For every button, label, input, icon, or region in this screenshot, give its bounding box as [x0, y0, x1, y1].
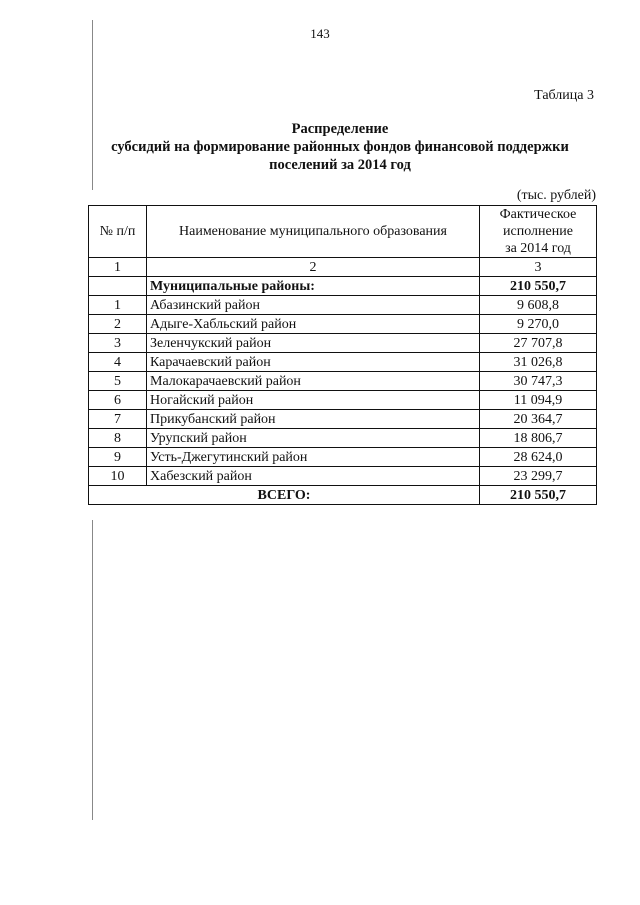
table-row — [89, 372, 597, 391]
row-value: 20 364,7 — [480, 410, 597, 429]
row-num: 6 — [89, 391, 147, 410]
column-index: 2 — [147, 258, 480, 277]
title-line-1: Распределение — [291, 121, 389, 137]
scan-edge-mark — [92, 520, 93, 820]
header-value-line-2: исполнение — [503, 224, 573, 239]
row-num: 10 — [89, 467, 147, 486]
total-label: ВСЕГО: — [89, 486, 480, 505]
header-num: № п/п — [89, 206, 147, 258]
row-value: 18 806,7 — [480, 429, 597, 448]
page-number: 143 — [310, 26, 330, 41]
table-row — [89, 353, 597, 372]
row-num: 5 — [89, 372, 147, 391]
row-name: Хабезский район — [147, 467, 480, 486]
column-index-row — [89, 258, 597, 277]
row-value: 9 270,0 — [480, 315, 597, 334]
table-header-row — [89, 206, 597, 258]
title-line-3: поселений за 2014 год — [269, 157, 411, 173]
row-name: Карачаевский район — [147, 353, 480, 372]
total-value: 210 550,7 — [480, 486, 597, 505]
row-value: 27 707,8 — [480, 334, 597, 353]
column-index: 1 — [89, 258, 147, 277]
row-name: Урупский район — [147, 429, 480, 448]
table-label: Таблица 3 — [534, 88, 594, 103]
table-row — [89, 296, 597, 315]
table-row — [89, 410, 597, 429]
row-name: Ногайский район — [147, 391, 480, 410]
row-value: 31 026,8 — [480, 353, 597, 372]
document-title — [60, 120, 620, 174]
table-row — [89, 429, 597, 448]
row-num: 4 — [89, 353, 147, 372]
table-row — [89, 334, 597, 353]
row-num: 3 — [89, 334, 147, 353]
row-value: 9 608,8 — [480, 296, 597, 315]
header-value-line-3: за 2014 год — [505, 241, 571, 256]
table-row — [89, 448, 597, 467]
section-label: Муниципальные районы: — [147, 277, 480, 296]
units-note: (тыс. рублей) — [516, 188, 596, 203]
header-value-line-1: Фактическое — [499, 207, 577, 222]
row-name: Абазинский район — [147, 296, 480, 315]
table-row — [89, 391, 597, 410]
row-name: Малокарачаевский район — [147, 372, 480, 391]
section-value: 210 550,7 — [480, 277, 597, 296]
title-line-2: субсидий на формирование районных фондов финансовой поддержки — [111, 139, 569, 155]
row-num: 2 — [89, 315, 147, 334]
row-name: Зеленчукский район — [147, 334, 480, 353]
row-value: 23 299,7 — [480, 467, 597, 486]
row-name: Усть-Джегутинский район — [147, 448, 480, 467]
row-value: 30 747,3 — [480, 372, 597, 391]
table-row — [89, 467, 597, 486]
section-row — [89, 277, 597, 296]
row-name: Прикубанский район — [147, 410, 480, 429]
section-num-cell — [89, 277, 147, 296]
row-num: 1 — [89, 296, 147, 315]
subsidy-table — [88, 205, 597, 505]
table-row — [89, 315, 597, 334]
column-index: 3 — [480, 258, 597, 277]
row-num: 7 — [89, 410, 147, 429]
row-value: 28 624,0 — [480, 448, 597, 467]
header-value — [480, 206, 597, 258]
header-name: Наименование муниципального образования — [147, 206, 480, 258]
row-num: 9 — [89, 448, 147, 467]
row-num: 8 — [89, 429, 147, 448]
total-row — [89, 486, 597, 505]
row-value: 11 094,9 — [480, 391, 597, 410]
row-name: Адыге-Хабльский район — [147, 315, 480, 334]
